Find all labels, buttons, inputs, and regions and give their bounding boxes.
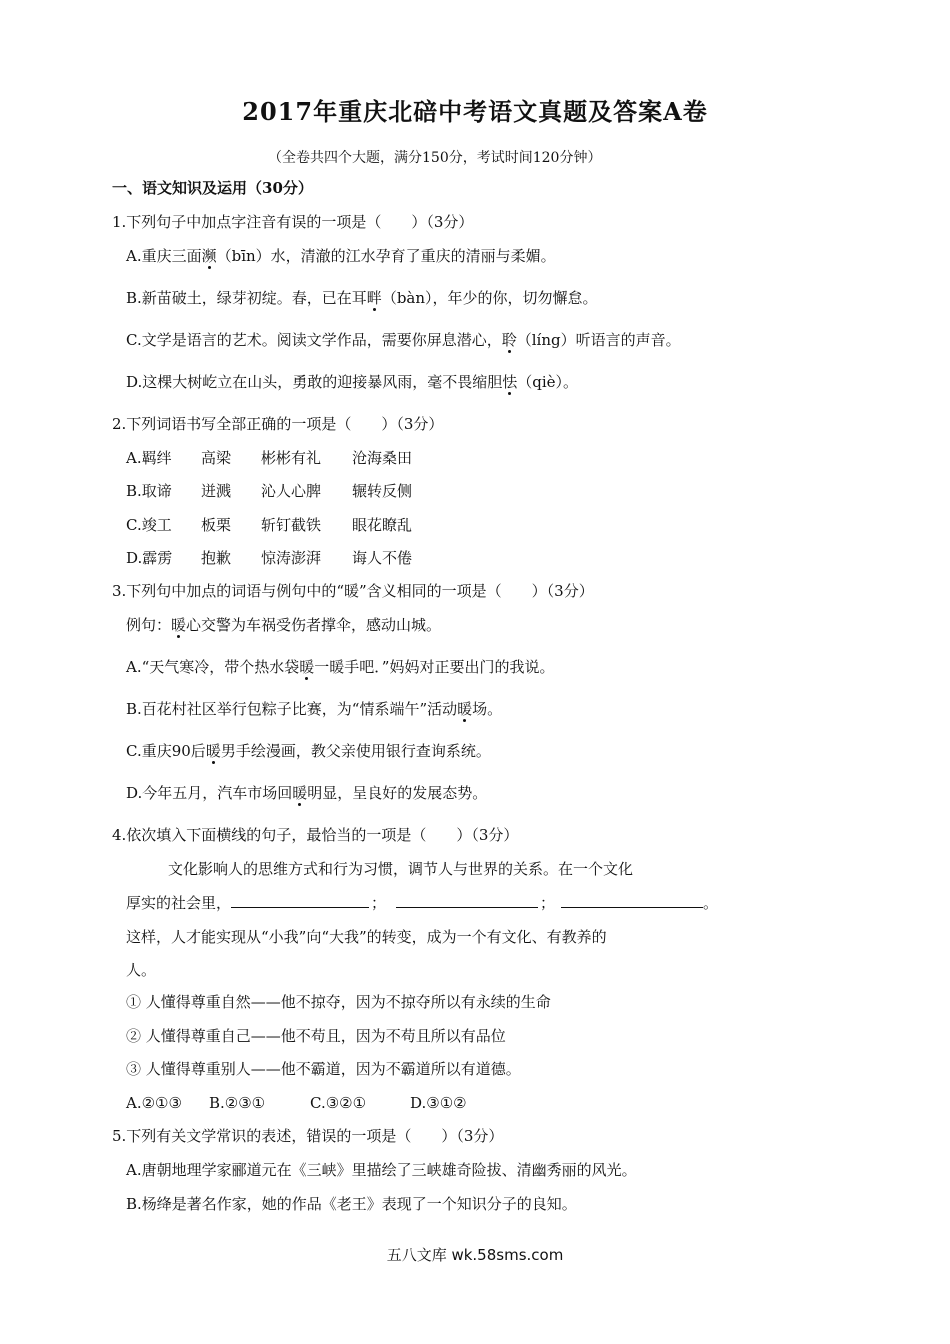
question-5-stem: 5.下列有关文学常识的表述，错误的一项是（ ）（3分） (112, 1127, 504, 1145)
dotted-char: 畔 (366, 289, 382, 307)
question-3-option-b: B.百花村社区举行包粽子比赛，为“情系端午”活动暖场。 (126, 700, 503, 718)
question-1-option-d: D.这棵大树屹立在山头，勇敢的迎接暴风雨，毫不畏缩胆怯（qiè）。 (126, 373, 579, 391)
question-1-option-a: A.重庆三面濒（bīn）水，清澈的江水孕育了重庆的清丽与柔媚。 (126, 247, 556, 265)
exam-page: 2017年重庆北碚中考语文真题及答案A卷 （全卷共四个大题，满分150分，考试时间120分钟） 一、语文知识及运用（30分） 1.下列句子中加点字注音有误的一项是（ ）（3分） A.重庆三面濒（bīn）水，清澈的江水孕育了重庆的清丽与柔媚。 B.新苗破土，绿芽初绽。春，已在耳畔（bàn），年少的你，切勿懈怠。 C.文学是语言的艺术。阅读文学作品，需要你屏息潜心，聆（líng）听语言的声音。 D.这棵大树屹立在山头，勇敢的迎接暴风雨，毫不畏缩胆怯（qiè）。 2.下列词语书写全部正确的一项是（ ）（3分） A.羁绊 高梁 彬彬有礼 沧海桑田 B.取谛 迸溅 沁人心脾 辗转反侧 C.竣工 板栗 斩钉截铁 眼花瞭乱 D.霹雳 抱歉 惊涛澎湃 诲人不倦 3.下列句中加点的词语与例句中的“暖”含义相同的一项是（ ）（3分） 例句：暖心交警为车祸受伤者撑伞，感动山城。 A.“天气寒冷，带个热水袋暖一暖手吧．”妈妈对正要出门的我说。 B.百花村社区举行包粽子比赛，为“情系端午”活动暖场。 C.重庆90后暖男手绘漫画，教父亲使用银行查询系统。 D.今年五月，汽车市场回暖明显，呈良好的发展态势。 4.依次填入下面横线的句子，最恰当的一项是（ ）（3分） 文化影响人的思维方式和行为习惯，调节人与世界的关系。在一个文化 厚实的社会里， ； ； 。 这样，人才能实现从“小我”向“大我”的转变，成为一个有文化、有教养的 人。 ① 人懂得尊重自然——他不掠夺，因为不掠夺所以有永续的生命 ② 人懂得尊重自己——他不苟且，因为不苟且所以有品位 ③ 人懂得尊重别人——他不霸道，因为不霸道所以有道德。 A.②①③ B.②③① C.③②① D.③①② 5.下列有关文学常识的表述，错误的一项是（ ）（3分） A.唐朝地理学家郦道元在《三峡》里描绘了三峡雄奇险拔、清幽秀丽的风光。 B.杨绛是著名作家，她的作品《老王》表现了一个知识分子的良知。 五八文库 wk.58sms.com (0, 0, 950, 1344)
dotted-char: 聆 (501, 331, 517, 349)
question-4-passage-line-3: 这样，人才能实现从“小我”向“大我”的转变，成为一个有文化、有教养的 (126, 928, 607, 946)
question-3-option-c: C.重庆90后暖男手绘漫画，教父亲使用银行查询系统。 (126, 742, 491, 760)
fill-in-blank (396, 893, 538, 908)
fill-in-blank (231, 893, 369, 908)
question-4-passage-line-4: 人。 (126, 961, 157, 979)
dotted-char: 暖 (457, 700, 473, 718)
dotted-char: 怯 (502, 373, 518, 391)
question-3-example: 例句：暖心交警为车祸受伤者撑伞，感动山城。 (126, 616, 442, 634)
question-1-stem: 1.下列句子中加点字注音有误的一项是（ ）（3分） (112, 213, 474, 231)
question-3-stem: 3.下列句中加点的词语与例句中的“暖”含义相同的一项是（ ）（3分） (112, 582, 594, 600)
question-4-stem: 4.依次填入下面横线的句子，最恰当的一项是（ ）（3分） (112, 826, 519, 844)
question-5-option-a: A.唐朝地理学家郦道元在《三峡》里描绘了三峡雄奇险拔、清幽秀丽的风光。 (126, 1161, 637, 1179)
dotted-char: 暖 (299, 658, 315, 676)
dotted-char: 暖 (205, 742, 221, 760)
fill-in-blank (561, 893, 703, 908)
page-footer: 五八文库 wk.58sms.com (386, 1246, 564, 1264)
section-heading: 一、语文知识及运用（30分） (112, 179, 313, 197)
question-4-sentence-2: ② 人懂得尊重自己——他不苟且，因为不苟且所以有品位 (126, 1027, 506, 1045)
page-title: 2017年重庆北碚中考语文真题及答案A卷 (242, 97, 708, 126)
dotted-char: 暖 (171, 616, 187, 634)
question-3-option-d: D.今年五月，汽车市场回暖明显，呈良好的发展态势。 (126, 784, 488, 802)
dotted-char: 濒 (201, 247, 217, 265)
question-4-passage-line-2: 厚实的社会里， ； ； 。 (126, 894, 719, 912)
question-1-option-b: B.新苗破土，绿芽初绽。春，已在耳畔（bàn），年少的你，切勿懈怠。 (126, 289, 598, 307)
dotted-char: 暖 (292, 784, 308, 802)
question-4-passage-line-1: 文化影响人的思维方式和行为习惯，调节人与世界的关系。在一个文化 (168, 860, 634, 878)
question-1-option-c: C.文学是语言的艺术。阅读文学作品，需要你屏息潜心，聆（líng）听语言的声音。 (126, 331, 681, 349)
question-2-stem: 2.下列词语书写全部正确的一项是（ ）（3分） (112, 415, 444, 433)
question-4-sentence-3: ③ 人懂得尊重别人——他不霸道，因为不霸道所以有道德。 (126, 1060, 521, 1078)
exam-instructions: （全卷共四个大题，满分150分，考试时间120分钟） (268, 150, 602, 166)
question-3-option-a: A.“天气寒冷，带个热水袋暖一暖手吧．”妈妈对正要出门的我说。 (126, 658, 555, 676)
question-4-sentence-1: ① 人懂得尊重自然——他不掠夺，因为不掠夺所以有永续的生命 (126, 993, 551, 1011)
question-5-option-b: B.杨绛是著名作家，她的作品《老王》表现了一个知识分子的良知。 (126, 1195, 577, 1213)
